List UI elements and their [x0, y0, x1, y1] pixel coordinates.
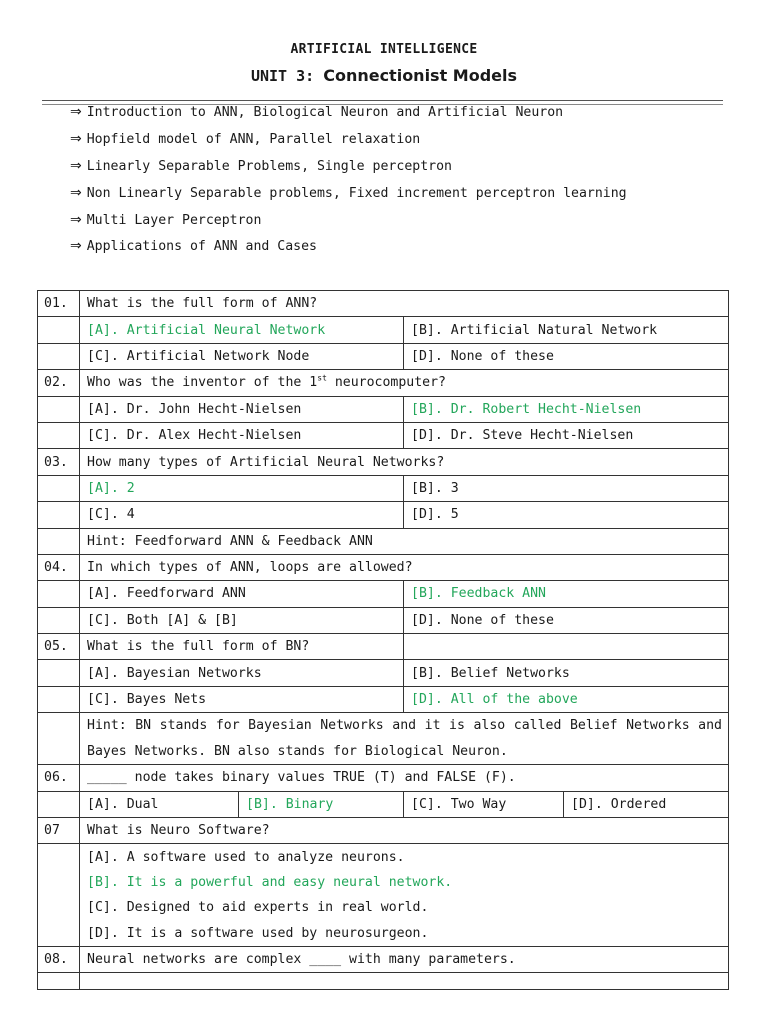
option-row [38, 343, 729, 369]
option-d: [D]. Ordered [564, 791, 729, 817]
question-number: 01. [38, 291, 80, 317]
option-d: [D]. None of these [404, 607, 729, 633]
question-row [38, 291, 729, 317]
option-a: [A]. Bayesian Networks [80, 660, 404, 686]
header-divider [42, 100, 723, 101]
option-a: [A]. A software used to analyze neurons. [80, 844, 729, 870]
option-a-correct: [A]. 2 [80, 475, 404, 501]
option-row [38, 870, 729, 895]
option-a: [A]. Dr. John Hecht-Nielsen [80, 396, 404, 422]
topic-item: ⇒ Hopfield model of ANN, Parallel relaxation [70, 130, 421, 147]
question-text: _____ node takes binary values TRUE (T) and FALSE (F). [80, 765, 729, 791]
option-b-correct: [B]. Dr. Robert Hecht-Nielsen [404, 396, 729, 422]
option-d: [D]. 5 [404, 502, 729, 528]
option-row [38, 502, 729, 528]
question-text: What is the full form of ANN? [80, 291, 729, 317]
question-row [38, 818, 729, 844]
topic-item: ⇒ Introduction to ANN, Biological Neuron and Artificial Neuron [70, 104, 564, 120]
question-text: What is Neuro Software? [80, 818, 729, 844]
option-b-correct: [B]. Feedback ANN [404, 581, 729, 607]
option-c: [C]. Both [A] & [B] [80, 607, 404, 633]
topic-item: ⇒ Non Linearly Separable problems, Fixed increment perceptron learning [70, 184, 627, 201]
option-row [38, 581, 729, 607]
option-row [38, 607, 729, 633]
hint-row [38, 713, 729, 765]
option-row [38, 895, 729, 920]
option-row [38, 475, 729, 501]
question-row [38, 765, 729, 791]
hint-row [38, 528, 729, 554]
option-b: [B]. Belief Networks [404, 660, 729, 686]
question-number: 06. [38, 765, 80, 791]
topic-list [70, 104, 627, 265]
question-row [38, 370, 729, 396]
question-number: 05. [38, 634, 80, 660]
topic-item: ⇒ Applications of ANN and Cases [70, 238, 317, 255]
unit-label: UNIT 3: [250, 67, 315, 85]
topic-item: ⇒ Multi Layer Perceptron [70, 211, 262, 228]
option-row [38, 396, 729, 422]
blank-row [38, 973, 729, 990]
option-row [38, 422, 729, 448]
arrow-icon: ⇒ [70, 157, 82, 174]
question-number: 08. [38, 946, 80, 972]
option-c: [C]. Dr. Alex Hecht-Nielsen [80, 422, 404, 448]
question-row [38, 554, 729, 580]
option-a-correct: [A]. Artificial Neural Network [80, 317, 404, 343]
question-number: 07 [38, 818, 80, 844]
option-c: [C]. Bayes Nets [80, 686, 404, 712]
question-row [38, 634, 729, 660]
option-c: [C]. Designed to aid experts in real world. [80, 895, 729, 920]
option-b: [B]. 3 [404, 475, 729, 501]
arrow-icon: ⇒ [70, 130, 82, 147]
question-text: Neural networks are complex ____ with many parameters. [80, 946, 729, 972]
unit-name: Connectionist Models [323, 66, 518, 85]
option-d: [D]. It is a software used by neurosurgeon. [80, 921, 729, 947]
option-c: [C]. Artificial Network Node [80, 343, 404, 369]
arrow-icon: ⇒ [70, 238, 82, 255]
question-row [38, 449, 729, 475]
question-number: 02. [38, 370, 80, 396]
option-a: [A]. Feedforward ANN [80, 581, 404, 607]
page-header [0, 42, 768, 85]
option-c: [C]. Two Way [404, 791, 564, 817]
question-table [37, 290, 729, 990]
question-text: In which types of ANN, loops are allowed? [80, 554, 729, 580]
option-b: [B]. Artificial Natural Network [404, 317, 729, 343]
hint-text: Hint: Feedforward ANN & Feedback ANN [80, 528, 729, 554]
option-c: [C]. 4 [80, 502, 404, 528]
option-b-correct: [B]. It is a powerful and easy neural network. [80, 870, 729, 895]
document-title: ARTIFICIAL INTELLIGENCE [290, 42, 478, 57]
arrow-icon: ⇒ [70, 104, 82, 120]
question-text: What is the full form of BN? [80, 634, 404, 660]
arrow-icon: ⇒ [70, 184, 82, 201]
option-b-correct: [B]. Binary [239, 791, 404, 817]
option-row [38, 921, 729, 947]
option-row [38, 686, 729, 712]
option-d: [D]. Dr. Steve Hecht-Nielsen [404, 422, 729, 448]
question-number: 04. [38, 554, 80, 580]
question-number: 03. [38, 449, 80, 475]
option-row [38, 791, 729, 817]
topic-item: ⇒ Linearly Separable Problems, Single perceptron [70, 157, 452, 174]
option-row [38, 844, 729, 870]
option-d: [D]. None of these [404, 343, 729, 369]
option-row [38, 660, 729, 686]
question-text: How many types of Artificial Neural Networks? [80, 449, 729, 475]
arrow-icon: ⇒ [70, 211, 82, 228]
hint-text: Hint: BN stands for Bayesian Networks and it is also called Belief Networks and Bayes Networks. BN also stands for Biological Neuron. [80, 713, 729, 765]
unit-heading [0, 66, 768, 85]
question-text: Who was the inventor of the 1st neurocomputer? [80, 370, 729, 396]
option-a: [A]. Dual [80, 791, 239, 817]
question-row [38, 946, 729, 972]
option-d-correct: [D]. All of the above [404, 686, 729, 712]
option-row [38, 317, 729, 343]
